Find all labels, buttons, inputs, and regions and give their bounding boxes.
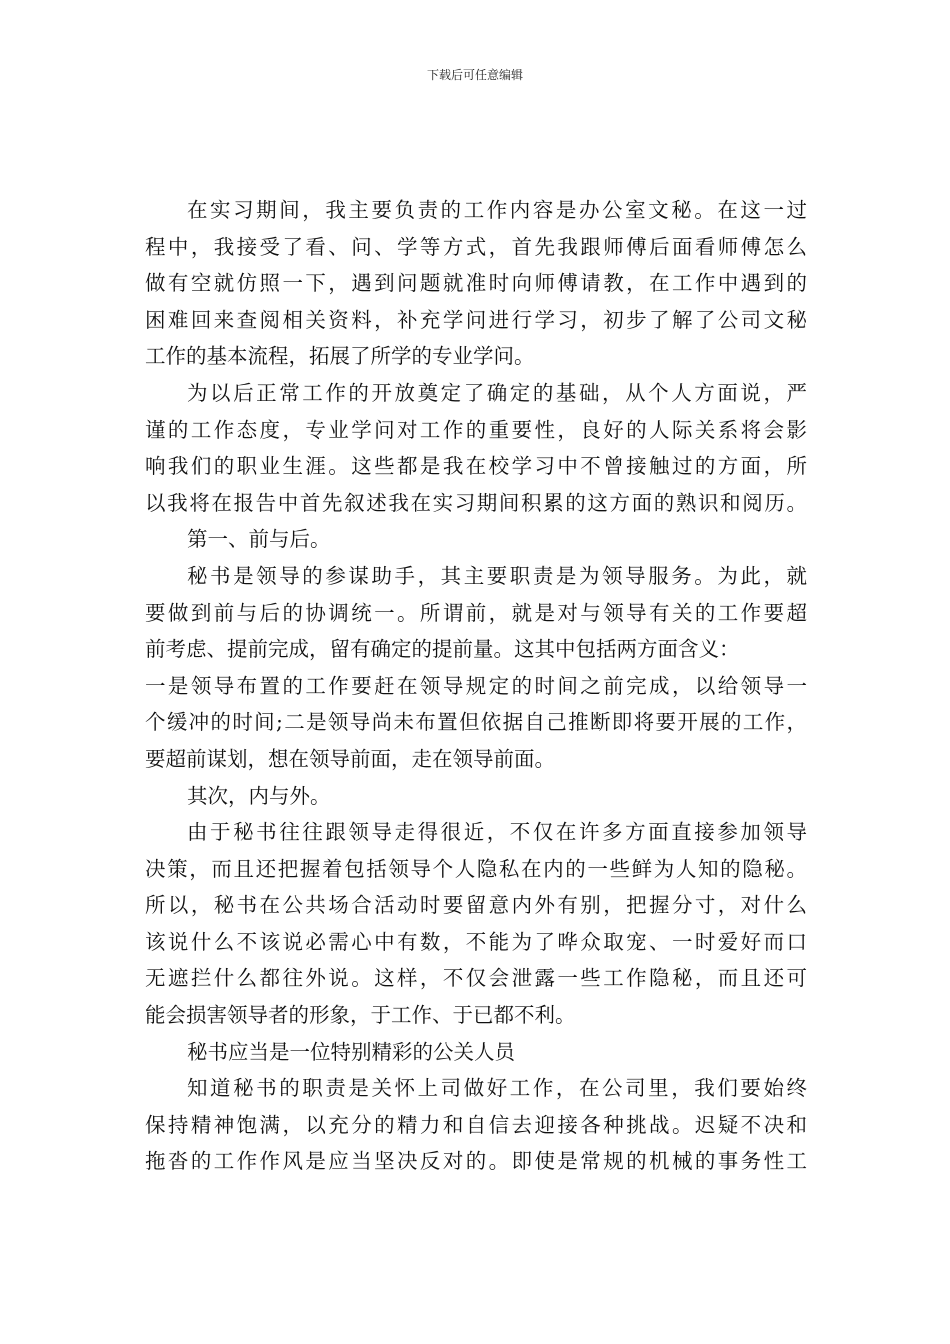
text-line: 为以后正常工作的开放奠定了确定的基础，从个人方面说，严 — [187, 380, 807, 405]
text-line: 前考虑、提前完成，留有确定的提前量。这其中包括两方面含义： — [145, 637, 740, 662]
text-line: 由于秘书往往跟领导走得很近，不仅在许多方面直接参加领导 — [187, 820, 807, 845]
text-line: 无遮拦什么都往外说。这样，不仅会泄露一些工作隐秘，而且还可 — [145, 966, 807, 991]
text-line: 知道秘书的职责是关怀上司做好工作，在公司里，我们要始终 — [187, 1076, 807, 1101]
text-line: 工作的基本流程，拓展了所学的专业学问。 — [145, 344, 535, 369]
body-text — [145, 192, 807, 1180]
text-line: 一是领导布置的工作要赶在领导规定的时间之前完成，以给领导一 — [145, 673, 807, 698]
text-line: 该说什么不该说必需心中有数，不能为了哗众取宠、一时爱好而口 — [145, 929, 807, 954]
text-line: 程中，我接受了看、问、学等方式，首先我跟师傅后面看师傅怎么 — [145, 234, 807, 259]
text-line: 秘书应当是一位特别精彩的公关人员 — [187, 1039, 515, 1064]
text-line: 决策，而且还把握着包括领导个人隐私在内的一些鲜为人知的隐秘。 — [145, 856, 807, 881]
text-line: 其次，内与外。 — [187, 783, 331, 808]
text-line: 要超前谋划，想在领导前面，走在领导前面。 — [145, 746, 555, 771]
text-line: 第一、前与后。 — [187, 527, 331, 552]
page-header: 下载后可任意编辑 — [426, 68, 523, 82]
text-line: 要做到前与后的协调统一。所谓前，就是对与领导有关的工作要超 — [145, 600, 807, 625]
text-line: 困难回来查阅相关资料，补充学问进行学习，初步了解了公司文秘 — [145, 307, 807, 332]
text-line: 秘书是领导的参谋助手，其主要职责是为领导服务。为此，就 — [187, 563, 807, 588]
text-line: 在实习期间，我主要负责的工作内容是办公室文秘。在这一过 — [187, 198, 807, 222]
text-line: 个缓冲的时间;二是领导尚未布置但依据自己推断即将要开展的工作， — [145, 710, 807, 735]
text-line: 拖沓的工作作风是应当坚决反对的。即使是常规的机械的事务性工 — [145, 1149, 807, 1174]
text-line: 能会损害领导者的形象，于工作、于已都不利。 — [145, 1003, 576, 1028]
text-line: 做有空就仿照一下，遇到问题就准时向师傅请教，在工作中遇到的 — [145, 271, 807, 296]
text-line: 谨的工作态度，专业学问对工作的重要性，良好的人际关系将会影 — [145, 417, 807, 442]
text-line: 以我将在报告中首先叙述我在实习期间积累的这方面的熟识和阅历。 — [145, 490, 807, 515]
text-line: 保持精神饱满，以充分的精力和自信去迎接各种挑战。迟疑不决和 — [145, 1112, 807, 1137]
text-line: 响我们的职业生涯。这些都是我在校学习中不曾接触过的方面，所 — [145, 454, 807, 479]
text-line: 所以，秘书在公共场合活动时要留意内外有别，把握分寸，对什么 — [145, 893, 807, 918]
